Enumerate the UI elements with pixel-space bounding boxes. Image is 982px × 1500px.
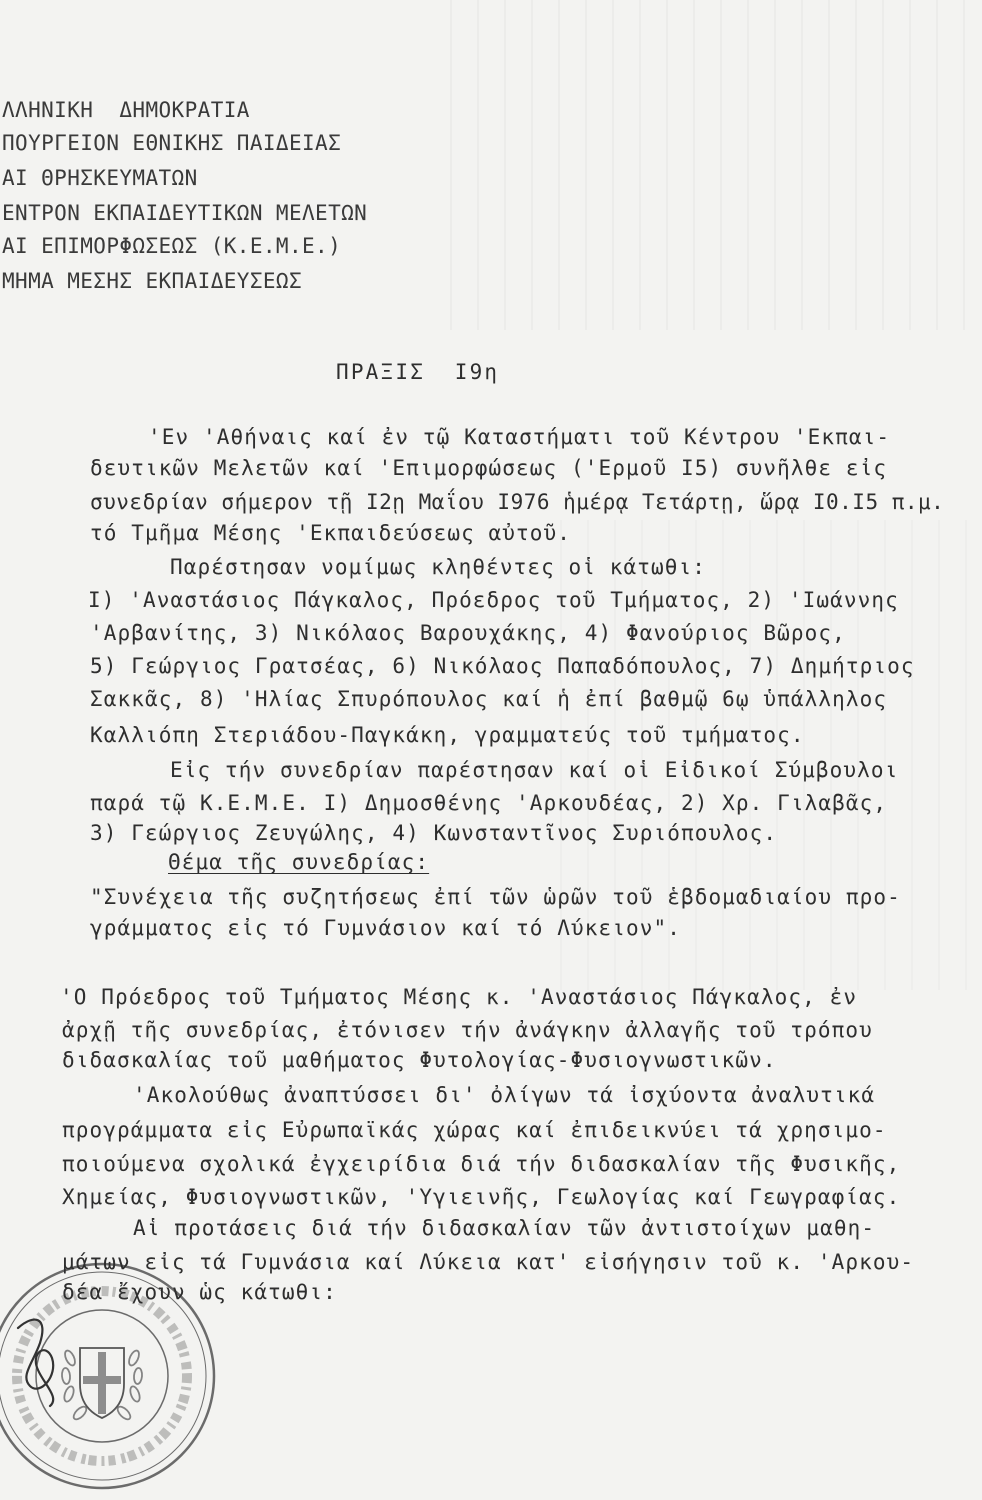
body-line: 'Ο Πρόεδρος τοῦ Τμήματος Μέσης κ. 'Αναστάσιος Πάγκαλος, ἐν [60, 985, 858, 1009]
letterhead-line: ΛΛΗΝΙΚΗ ΔΗΜΟΚΡΑΤΙΑ [2, 98, 250, 122]
attendee-line: Ι) 'Αναστάσιος Πάγκαλος, Πρόεδρος τοῦ Τμήματος, 2) 'Ιωάννης [88, 588, 899, 612]
subject-heading: Θέμα τῆς συνεδρίας: [168, 850, 430, 874]
show-through-shadow [450, 0, 970, 330]
body-line: τό Τμῆμα Μέσης 'Εκπαιδεύσεως αὐτοῦ. [90, 521, 572, 545]
attendee-line: Σακκᾶς, 8) 'Ηλίας Σπυρόπουλος καί ἡ ἐπί βαθμῷ 6ῳ ὑπάλληλος [90, 687, 888, 711]
attendee-line: 3) Γεώργιος Ζευγώλης, 4) Κωνσταντῖνος Συριόπουλος. [90, 821, 778, 845]
attendee-line: παρά τῷ Κ.Ε.Μ.Ε. Ι) Δημοσθένης 'Αρκουδέας, 2) Χρ. Γιλαβᾶς, [90, 791, 888, 815]
letterhead-line: ΠΟΥΡΓΕΙΟΝ ΕΘΝΙΚΗΣ ΠΑΙΔΕΙΑΣ [2, 131, 342, 155]
attendee-line: 'Αρβανίτης, 3) Νικόλαος Βαρουχάκης, 4) Φανούριος Βῶρος, [90, 621, 846, 645]
document-title: ΠΡΑΞΙΣ Ι9η [336, 360, 500, 384]
body-line: Παρέστησαν νομίμως κληθέντες οἱ κάτωθι: [170, 555, 706, 579]
letterhead-line: ΕΝΤΡΟΝ ΕΚΠΑΙΔΕΥΤΙΚΩΝ ΜΕΛΕΤΩΝ [2, 201, 368, 225]
letterhead-line: ΑΙ ΘΡΗΣΚΕΥΜΑΤΩΝ [2, 166, 198, 190]
body-line: μάτων εἰς τά Γυμνάσια καί Λύκεια κατ' εἰσήγησιν τοῦ κ. 'Αρκου- [62, 1250, 915, 1274]
subject-line: "Συνέχεια τῆς συζητήσεως ἐπί τῶν ὡρῶν τοῦ ἑβδομαδιαίου προ- [90, 885, 901, 909]
body-line: δέα ἔχουν ὡς κάτωθι: [62, 1280, 337, 1304]
attendee-line: 5) Γεώργιος Γρατσέας, 6) Νικόλαος Παπαδόπουλος, 7) Δημήτριος [90, 654, 915, 678]
signature-mark [18, 1320, 53, 1406]
body-line: 'Εν 'Αθήναις καί ἐν τῷ Καταστήματι τοῦ Κέντρου 'Εκπαι- [148, 425, 891, 449]
attendee-line: Καλλιόπη Στεριάδου-Παγκάκη, γραμματεύς τοῦ τμήματος. [90, 723, 805, 747]
body-line: προγράμματα εἰς Εὐρωπαϊκάς χώρας καί ἐπιδεικνύει τά χρησιμο- [62, 1118, 887, 1142]
letterhead-line: ΑΙ ΕΠΙΜΟΡΦΩΣΕΩΣ (Κ.Ε.Μ.Ε.) [2, 234, 342, 258]
body-line: Χημείας, Φυσιογνωστικῶν, 'Υγιεινῆς, Γεωλογίας καί Γεωγραφίας. [62, 1185, 901, 1209]
body-line: δευτικῶν Μελετῶν καί 'Επιμορφώσεως ('Ερμοῦ Ι5) συνῆλθε εἰς [90, 456, 888, 480]
letterhead-line: ΜΗΜΑ ΜΕΣΗΣ ΕΚΠΑΙΔΕΥΣΕΩΣ [2, 269, 302, 293]
coat-of-arms-icon [61, 1348, 142, 1421]
body-line: 'Ακολούθως ἀναπτύσσει δι' ὀλίγων τά ἰσχύοντα ἀναλυτικά [133, 1083, 876, 1107]
body-line: συνεδρίαν σήμερον τῇ Ι2ῃ Μαΐου Ι976 ἡμέρᾳ Τετάρτῃ, ὥρᾳ Ι0.Ι5 π.μ. [90, 490, 945, 514]
body-line: ἀρχῇ τῆς συνεδρίας, ἐτόνισεν τήν ἀνάγκην ἀλλαγῆς τοῦ τρόπου [62, 1018, 873, 1042]
body-line: διδασκαλίας τοῦ μαθήματος Φυτολογίας-Φυσιογνωστικῶν. [62, 1048, 777, 1072]
body-line: Αἱ προτάσεις διά τήν διδασκαλίαν τῶν ἀντιστοίχων μαθη- [133, 1216, 876, 1240]
body-line: Εἰς τήν συνεδρίαν παρέστησαν καί οἱ Εἰδικοί Σύμβουλοι [170, 758, 899, 782]
subject-line: γράμματος εἰς τό Γυμνάσιον καί τό Λύκειον". [90, 916, 681, 940]
body-line: ποιούμενα σχολικά ἐγχειρίδια διά τήν διδασκαλίαν τῆς Φυσικῆς, [62, 1152, 901, 1176]
